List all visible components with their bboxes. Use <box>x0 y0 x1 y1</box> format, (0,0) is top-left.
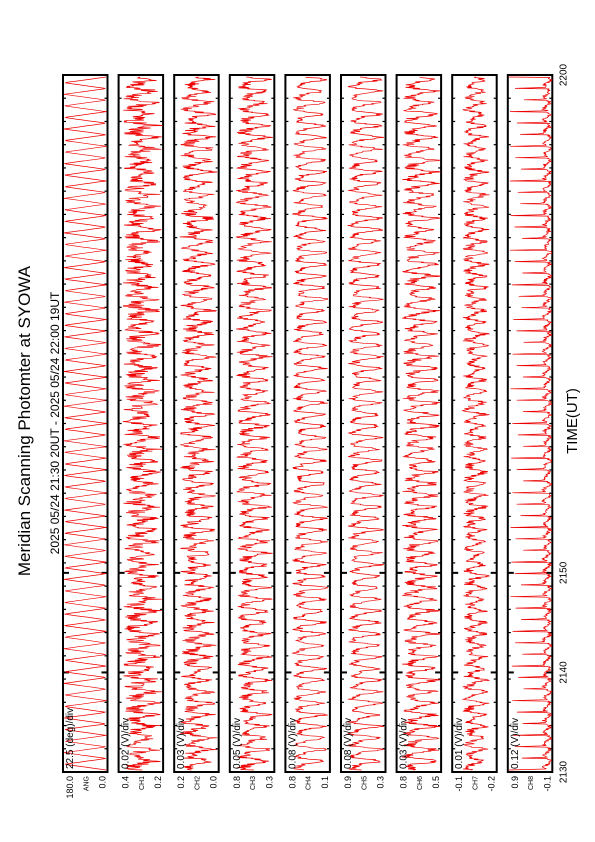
panel-y-tick-label: 0.4 <box>120 776 131 789</box>
panel-ch8 <box>508 75 553 792</box>
panel-y-tick-label: 0.0 <box>97 776 108 789</box>
panel-y-tick-label: 0.8 <box>398 776 409 789</box>
panel-channel-name: CH4 <box>305 776 313 791</box>
panel-scale-label: 0.03 (V)/div <box>398 717 410 769</box>
x-tick-label: 2200 <box>558 63 570 87</box>
series-line-ang <box>64 77 107 770</box>
panel-y-tick-label: 0.8 <box>231 776 242 789</box>
panel-y-tick-label: -0.2 <box>486 776 497 792</box>
panel-y-tick-label: 0.3 <box>375 776 386 789</box>
panel-y-tick-label: -0.1 <box>542 776 553 792</box>
panel-scale-label: 0.05 (V)/div <box>231 717 243 769</box>
panel-channel-name: CH3 <box>250 776 258 791</box>
panel-y-tick-label: 0.3 <box>264 776 275 789</box>
panel-ch1 <box>119 75 164 790</box>
panel-y-tick-label: -0.1 <box>454 776 465 792</box>
panel-ch6 <box>397 75 442 790</box>
series-line-ch1 <box>120 77 163 770</box>
series-line-ch5 <box>348 77 384 770</box>
panel-ch5 <box>341 75 386 790</box>
series-line-ch4 <box>292 77 328 770</box>
panel-channel-name: CH1 <box>138 776 146 791</box>
panel-y-tick-label: 0.1 <box>319 776 330 789</box>
panel-ang <box>63 75 108 799</box>
series-line-ch2 <box>180 77 218 770</box>
x-tick-label: 2150 <box>558 561 570 584</box>
chart-subtitle: 2025 05/24 21:30 20UT - 2025 05/24 22:00 19UT <box>48 291 62 555</box>
panel-channel-name: CH7 <box>472 776 480 791</box>
panel-y-tick-label: 0.9 <box>343 776 353 789</box>
panel-y-tick-label: 180.0 <box>65 776 75 799</box>
x-tick-label: 2130 <box>558 760 570 784</box>
series-line-ch3 <box>236 77 273 770</box>
series-line-ch6 <box>402 77 441 770</box>
panel-scale-label: 22.5 (deg)/div <box>65 707 76 769</box>
panel-y-tick-label: 0.0 <box>208 776 219 789</box>
panel-frame <box>119 75 164 772</box>
panel-frame <box>341 75 386 772</box>
panel-channel-name: CH5 <box>361 776 369 791</box>
panel-scale-label: 0.08 (V)/div <box>343 717 354 769</box>
panel-channel-name: CH8 <box>528 776 536 791</box>
series-line-ch8 <box>509 77 552 770</box>
x-tick-label: 2140 <box>558 661 570 684</box>
panel-scale-label: 0.01 (V)/div <box>454 717 466 769</box>
series-line-ch7 <box>463 77 490 770</box>
panel-ch7 <box>452 75 497 792</box>
chart-title: Meridian Scanning Photomter at SYOWA <box>15 265 34 577</box>
panel-scale-label: 0.02 (V)/div <box>120 717 132 769</box>
panel-scale-label: 0.03 (V)/div <box>176 717 188 769</box>
panel-scale-label: 0.12 (V)/div <box>509 717 521 769</box>
panel-ch3 <box>230 75 274 790</box>
panel-scale-label: 0.08 (V)/div <box>287 717 299 769</box>
panel-y-tick-label: 0.8 <box>287 776 298 789</box>
panel-channel-name: CH6 <box>416 776 424 791</box>
panel-y-tick-label: 0.2 <box>176 776 187 789</box>
panel-y-tick-label: 0.5 <box>431 776 442 789</box>
panel-y-tick-label: 0.9 <box>509 776 520 789</box>
panel-frame <box>63 75 108 772</box>
panel-y-tick-label: 0.2 <box>153 776 164 789</box>
panel-channel-name: ANG <box>83 776 91 792</box>
panel-channel-name: CH2 <box>194 776 202 791</box>
panel-stack <box>63 75 552 799</box>
x-axis-label: TIME(UT) <box>564 388 581 454</box>
panel-ch2 <box>174 75 219 790</box>
panel-ch4 <box>285 75 330 790</box>
